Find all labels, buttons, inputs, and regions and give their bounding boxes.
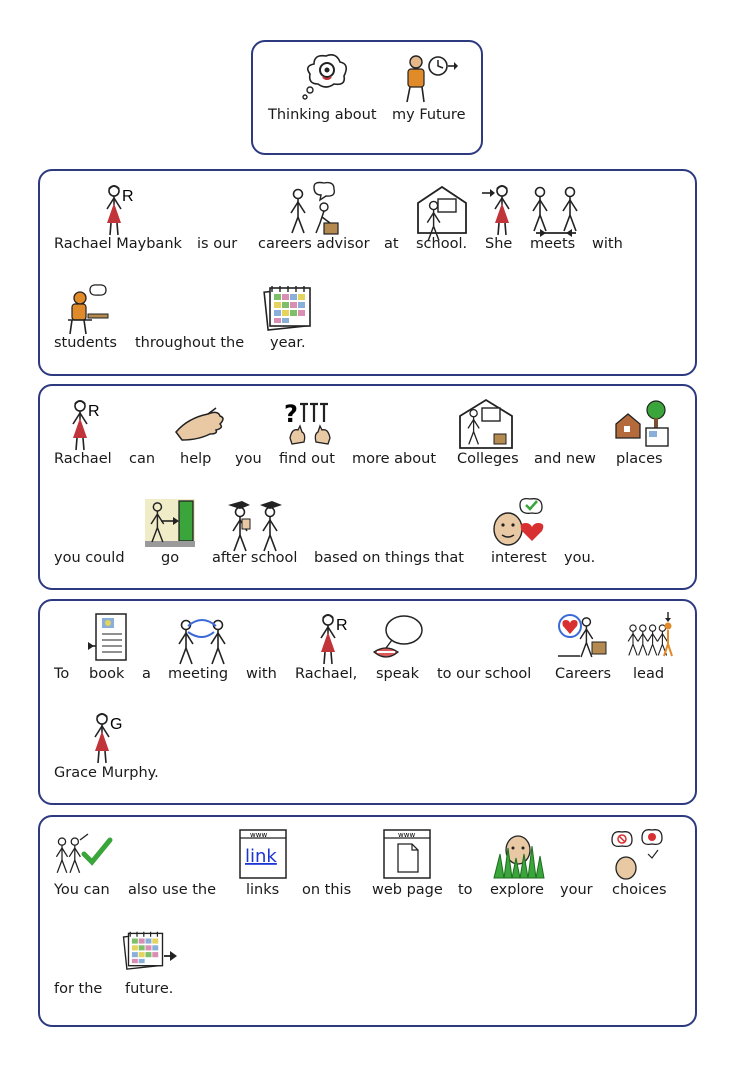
- p2-word: help: [180, 451, 212, 467]
- svg-text:www: www: [398, 831, 416, 839]
- explore-grass-icon: [490, 828, 550, 882]
- p2-word: go: [161, 550, 180, 566]
- school-icon: [412, 183, 472, 237]
- book-list-icon: [86, 612, 146, 666]
- p3-word: To: [54, 666, 70, 682]
- web-page-icon: [380, 828, 440, 882]
- careers-heart-icon: [554, 612, 614, 666]
- p3-word: book: [89, 666, 125, 682]
- colleges-icon: [456, 398, 516, 452]
- p4-word: future.: [125, 981, 174, 997]
- p4-word: links: [246, 882, 280, 898]
- p2-word: you could: [54, 550, 125, 566]
- svg-text:R: R: [88, 403, 100, 420]
- lead-line-icon: [626, 612, 686, 666]
- p2-word: more about: [352, 451, 437, 467]
- hand-help-icon: [172, 398, 232, 452]
- svg-text:?: ?: [284, 400, 298, 428]
- woman-R-icon: [306, 612, 366, 666]
- p2-word: based on things that: [314, 550, 464, 566]
- svg-text:R: R: [122, 188, 134, 205]
- meets-icon: [526, 183, 586, 237]
- svg-text:R: R: [336, 617, 348, 634]
- thinking-head-icon: [296, 50, 356, 104]
- p3-word: Grace Murphy.: [54, 765, 159, 781]
- person-future-clock-icon: [398, 50, 458, 104]
- go-door-icon: [143, 497, 203, 551]
- p4-word: also use the: [128, 882, 217, 898]
- p1-word: is our: [197, 236, 238, 252]
- title-word-1: Thinking about: [268, 107, 377, 123]
- p4-word: explore: [490, 882, 544, 898]
- p3-word: speak: [376, 666, 419, 682]
- p4-word: on this: [302, 882, 352, 898]
- p4-word: You can: [54, 882, 110, 898]
- p4-word: choices: [612, 882, 667, 898]
- speak-mouth-icon: [372, 612, 432, 666]
- p2-word: Rachael: [54, 451, 112, 467]
- after-school-icon: [226, 497, 286, 551]
- p1-word: with: [592, 236, 623, 252]
- p2-word: can: [129, 451, 156, 467]
- p2-word: and new: [534, 451, 596, 467]
- link-window-icon[interactable]: [236, 828, 296, 882]
- woman-G-icon: [80, 711, 140, 765]
- question-find-out-icon: [282, 398, 342, 452]
- future-calendar-icon: [120, 930, 180, 984]
- p3-word: with: [246, 666, 277, 682]
- p3-word: lead: [633, 666, 665, 682]
- meeting-icon: [172, 612, 232, 666]
- p1-word: year.: [270, 335, 306, 351]
- p1-word: students: [54, 335, 117, 351]
- p3-word: a: [142, 666, 151, 682]
- p4-word: to: [458, 882, 473, 898]
- p2-word: you.: [564, 550, 596, 566]
- p4-word: for the: [54, 981, 103, 997]
- p4-word: your: [560, 882, 593, 898]
- p2-word: find out: [279, 451, 335, 467]
- p2-word: interest: [491, 550, 547, 566]
- places-icon: [612, 398, 672, 452]
- you-can-check-icon: [54, 828, 114, 882]
- svg-text:G: G: [110, 716, 123, 733]
- student-thinking-icon: [62, 284, 122, 338]
- p1-word: Rachael Maybank: [54, 236, 182, 252]
- choices-thought-icon: [608, 828, 668, 882]
- p2-word: you: [235, 451, 262, 467]
- p1-word: school.: [416, 236, 468, 252]
- p1-word: meets: [530, 236, 576, 252]
- svg-text:link: link: [245, 846, 277, 867]
- p4-word: web page: [372, 882, 443, 898]
- p1-word: She: [485, 236, 513, 252]
- p2-word: after school: [212, 550, 298, 566]
- woman-R-icon: [92, 183, 152, 237]
- calendar-icon: [260, 284, 320, 338]
- title-word-2: my Future: [392, 107, 466, 123]
- p1-word: at: [384, 236, 399, 252]
- p2-word: places: [616, 451, 663, 467]
- interest-face-icon: [490, 497, 550, 551]
- svg-text:www: www: [250, 831, 268, 839]
- p2-word: Colleges: [457, 451, 519, 467]
- p3-word: Rachael,: [295, 666, 358, 682]
- careers-advisor-icon: [284, 183, 344, 237]
- p3-word: Careers: [555, 666, 612, 682]
- p1-word: throughout the: [135, 335, 245, 351]
- woman-R-icon: [58, 398, 118, 452]
- p1-word: careers advisor: [258, 236, 370, 252]
- p3-word: to our school: [437, 666, 532, 682]
- p3-word: meeting: [168, 666, 229, 682]
